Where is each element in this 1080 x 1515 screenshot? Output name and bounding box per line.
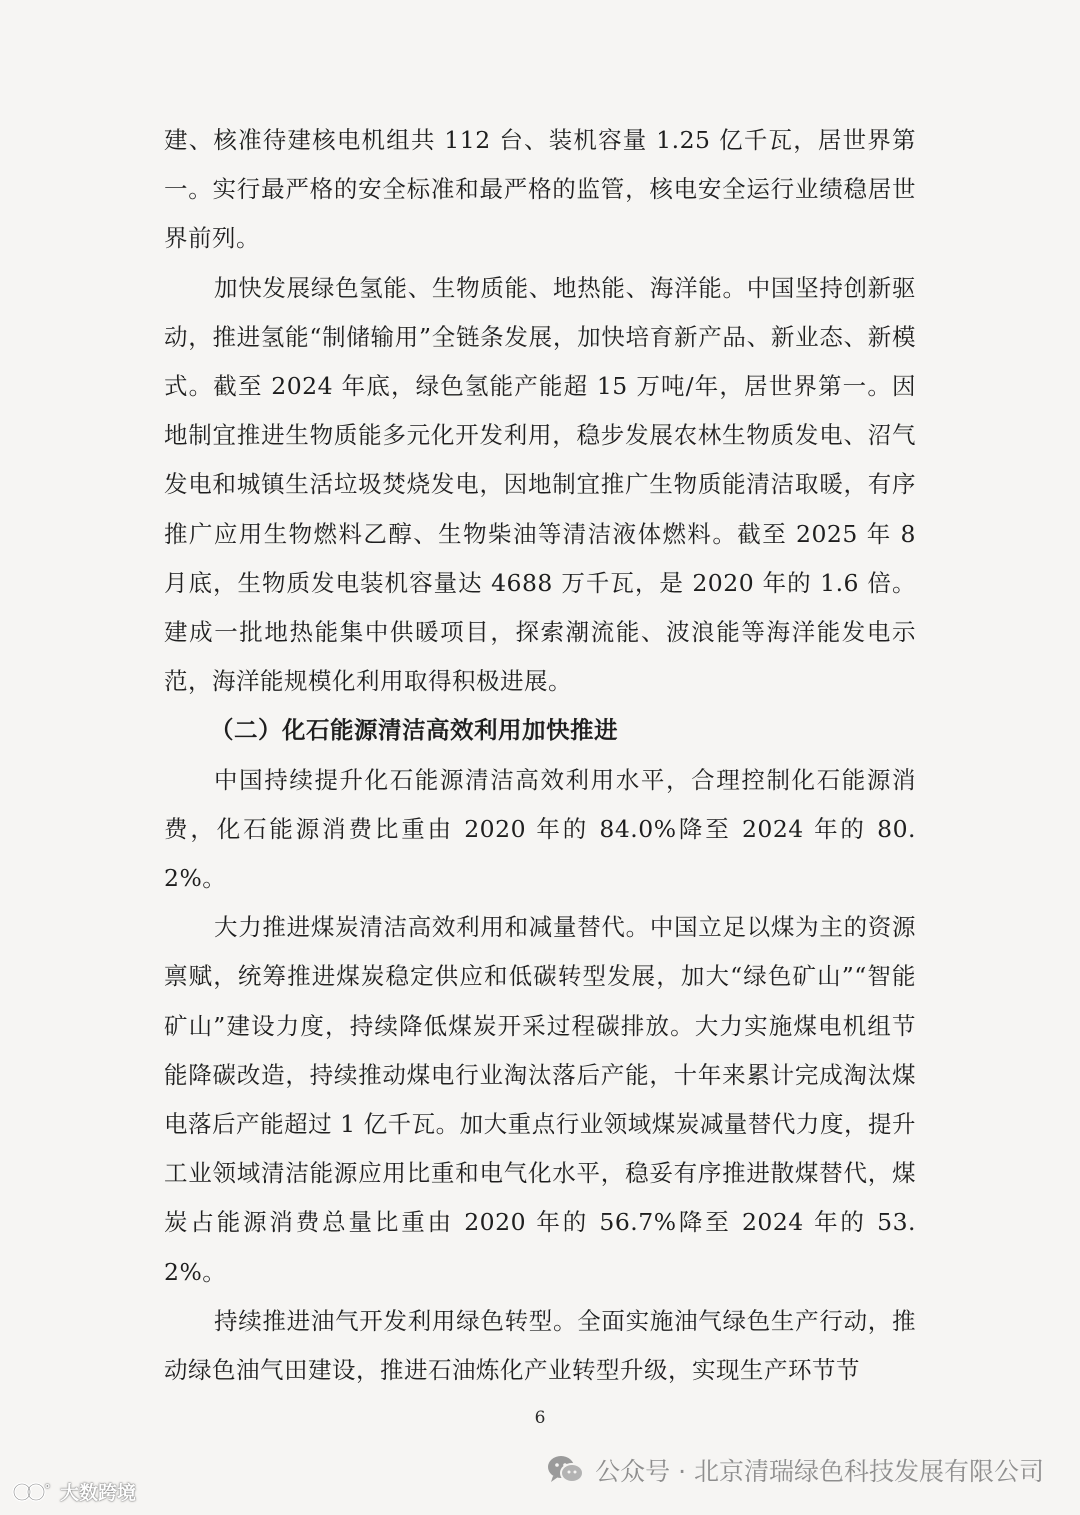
paragraph-5: 持续推进油气开发利用绿色转型。全面实施油气绿色生产行动，推动绿色油气田建设，推进石油炼化产业转型升级，实现生产环节节 xyxy=(164,1306,916,1385)
logo-icon xyxy=(10,1479,54,1505)
paragraph-2: 加快发展绿色氢能、生物质能、地热能、海洋能。中国坚持创新驱动，推进氢能“制储输用”全链条发展，加快培育新产品、新业态、新模式。截至 2024 年底，绿色氢能产能超 15 万吨/年，居世界第一。因地制宜推进生物质能多元化开发利用，稳步发展农林生物质发电、沼气发电和城镇生活垃圾焚烧发电，因地制宜推广生物质能清洁取暖，有序推广应用生物燃料乙醇、生物柴油等清洁液体燃料。截至 2025 年 8 月底，生物质发电装机容量达 4688 万千瓦，是 2020 年的 1.6 倍。建成一批地热能集中供暖项目，探索潮流能、波浪能等海洋能发电示范，海洋能规模化利用取得积极进展。 xyxy=(164,273,916,696)
watermark-text: 公众号 · 北京清瑞绿色科技发展有限公司 xyxy=(595,1457,1044,1486)
paragraph-4: 大力推进煤炭清洁高效利用和减量替代。中国立足以煤为主的资源禀赋，统筹推进煤炭稳定供应和低碳转型发展，加大“绿色矿山”“智能矿山”建设力度，持续降低煤炭开采过程碳排放。大力实施煤电机组节能降碳改造，持续推动煤电行业淘汰落后产能，十年来累计完成淘汰煤电落后产能超过 1 亿千瓦。加大重点行业领域煤炭减量替代力度，提升工业领域清洁能源应用比重和电气化水平，稳妥有序推进散煤替代，煤炭占能源消费总量比重由 2020 年的 56.7%降至 2024 年的 53.2%。 xyxy=(164,913,916,1286)
paragraph-1: 建、核准待建核电机组共 112 台、装机容量 1.25 亿千瓦，居世界第一。实行最严格的安全标准和最严格的监管，核电安全运行业绩稳居世界前列。 xyxy=(164,126,916,253)
page-number: 6 xyxy=(534,1408,546,1428)
section-heading: （二）化石能源清洁高效利用加快推进 xyxy=(210,716,618,745)
stamp-text: 大数跨境 xyxy=(60,1482,137,1504)
brand-stamp xyxy=(10,1478,136,1505)
document-body xyxy=(164,116,916,1395)
svg-text:o: o xyxy=(45,1481,50,1490)
wechat-watermark xyxy=(547,1452,1044,1488)
wechat-icon xyxy=(547,1454,585,1486)
paragraph-3: 中国持续提升化石能源清洁高效利用水平，合理控制化石能源消费，化石能源消费比重由 2020 年的 84.0%降至 2024 年的 80.2%。 xyxy=(164,765,916,893)
